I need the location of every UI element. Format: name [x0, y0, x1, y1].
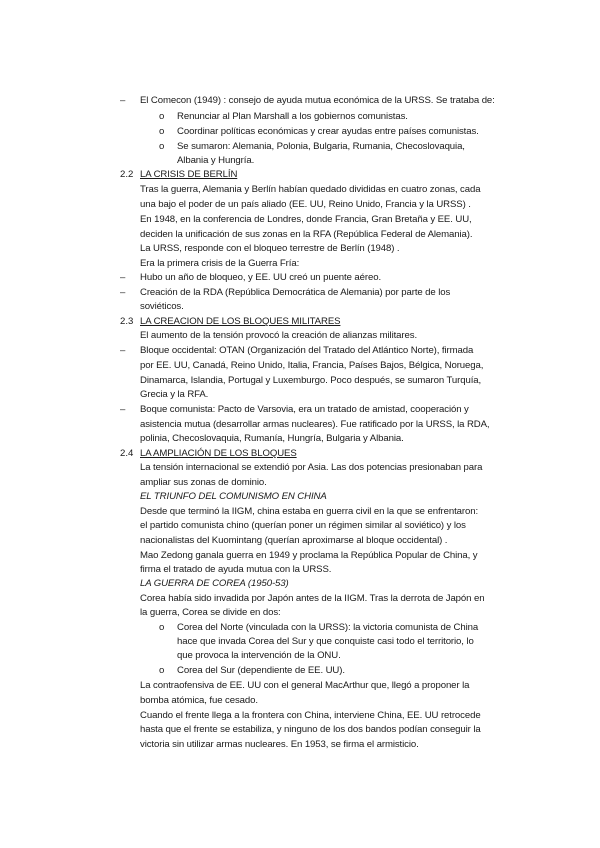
text-line: Corea del Norte (vinculada con la URSS): la victoria comunista de China: [177, 622, 479, 633]
dash-bullet: –: [120, 95, 126, 106]
text-line: Hubo un año de bloqueo, y EE. UU creó un puente aéreo.: [140, 272, 382, 283]
text-line: victoria sin utilizar armas nucleares. En 1953, se firma el armisticio.: [140, 739, 419, 750]
text-line: hasta que el frente se estabiliza, y ninguno de los dos bandos podían conseguir la: [140, 724, 481, 735]
section-heading: LA AMPLIACIÓN DE LOS BLOQUES: [140, 448, 297, 459]
section-number: 2.2: [120, 169, 134, 180]
text-line: Se sumaron: Alemania, Polonia, Bulgaria, Rumania, Checoslovaquia,: [177, 141, 465, 152]
circle-bullet: o: [159, 665, 165, 676]
text-line: Grecia y la RFA.: [140, 389, 209, 400]
text-line: hace que invada Corea del Sur y que conquiste casi todo el territorio, lo: [177, 636, 474, 647]
text-line: La tensión internacional se extendió por Asia. Las dos potencias presionaban para: [140, 462, 483, 473]
text-line: Corea del Sur (dependiente de EE. UU).: [177, 665, 345, 676]
text-line: asistencia mutua (desarrollar armas nucleares). Fue ratificado por la URSS, la RDA,: [140, 419, 490, 430]
text-line: Corea había sido invadida por Japón antes de la IIGM. Tras la derrota de Japón en: [140, 593, 485, 604]
text-line: ampliar sus zonas de dominio.: [140, 477, 267, 488]
text-line: En 1948, en la conferencia de Londres, donde Francia, Gran Bretaña y EE. UU,: [140, 214, 472, 225]
text-line: Albania y Hungría.: [177, 155, 255, 166]
dash-bullet: –: [120, 287, 126, 298]
section-number: 2.3: [120, 316, 134, 327]
text-line: Boque comunista: Pacto de Varsovia, era un tratado de amistad, cooperación y: [140, 404, 469, 415]
text-line: Bloque occidental: OTAN (Organización del Tratado del Atlántico Norte), firmada: [140, 345, 474, 356]
text-line: bomba atómica, fue cesado.: [140, 695, 258, 706]
dash-bullet: –: [120, 404, 126, 415]
text-line: el partido comunista chino (querían poner un régimen similar al soviético) y los: [140, 520, 466, 531]
circle-bullet: o: [159, 141, 165, 152]
text-line: una bajo el poder de un país aliado (EE. UU, Reino Unido, Francia y la URSS) .: [140, 199, 471, 210]
section-heading: LA CRISIS DE BERLÍN: [140, 169, 238, 180]
text-line: Desde que terminó la IIGM, china estaba en guerra civil en la que se enfrentaron:: [140, 506, 479, 517]
text-line: Mao Zedong ganala guerra en 1949 y proclama la República Popular de China, y: [140, 550, 478, 561]
section-number: 2.4: [120, 448, 134, 459]
subsection-heading: EL TRIUNFO DEL COMUNISMO EN CHINA: [140, 491, 327, 502]
text-line: Era la primera crisis de la Guerra Fría:: [140, 258, 300, 269]
text-line: nacionalistas del Kuomintang (querían aproximarse al bloque occidental) .: [140, 535, 448, 546]
text-line: firma el tratado de ayuda mutua con la URSS.: [140, 564, 332, 575]
text-line: Tras la guerra, Alemania y Berlín habían quedado divididas en cuatro zonas, cada: [140, 184, 481, 195]
text-line: La contraofensiva de EE. UU con el general MacArthur que, llegó a proponer la: [140, 680, 470, 691]
text-line: La URSS, responde con el bloqueo terrestre de Berlín (1948) .: [140, 243, 400, 254]
text-line: la guerra, Corea se divide en dos:: [140, 607, 281, 618]
text-line: El aumento de la tensión provocó la creación de alianzas militares.: [140, 330, 418, 341]
section-heading: LA CREACION DE LOS BLOQUES MILITARES: [140, 316, 341, 327]
subsection-heading: LA GUERRA DE COREA (1950-53): [140, 578, 289, 589]
text-line: soviéticos.: [140, 301, 184, 312]
text-line: Dinamarca, Islandia, Portugal y Luxemburgo. Poco después, se sumaron Turquía,: [140, 375, 482, 386]
text-line: Renunciar al Plan Marshall a los gobiernos comunistas.: [177, 111, 408, 122]
dash-bullet: –: [120, 345, 126, 356]
text-line: El Comecon (1949) : consejo de ayuda mutua económica de la URSS. Se trataba de:: [140, 95, 495, 106]
text-line: Creación de la RDA (República Democrática de Alemania) por parte de los: [140, 287, 451, 298]
text-line: Coordinar políticas económicas y crear ayudas entre países comunistas.: [177, 126, 479, 137]
text-line: por EE. UU, Canadá, Reino Unido, Italia, Francia, Países Bajos, Bélgica, Noruega,: [140, 360, 484, 371]
text-line: deciden la unificación de sus zonas en la RFA (República Federal de Alemania).: [140, 229, 473, 240]
circle-bullet: o: [159, 111, 165, 122]
dash-bullet: –: [120, 272, 126, 283]
circle-bullet: o: [159, 622, 165, 633]
text-line: polinia, Checoslovaquia, Rumanía, Hungría, Bulgaria y Albania.: [140, 433, 404, 444]
circle-bullet: o: [159, 126, 165, 137]
text-line: Cuando el frente llega a la frontera con China, interviene China, EE. UU retrocede: [140, 710, 481, 721]
text-line: que provoca la intervención de la ONU.: [177, 650, 341, 661]
